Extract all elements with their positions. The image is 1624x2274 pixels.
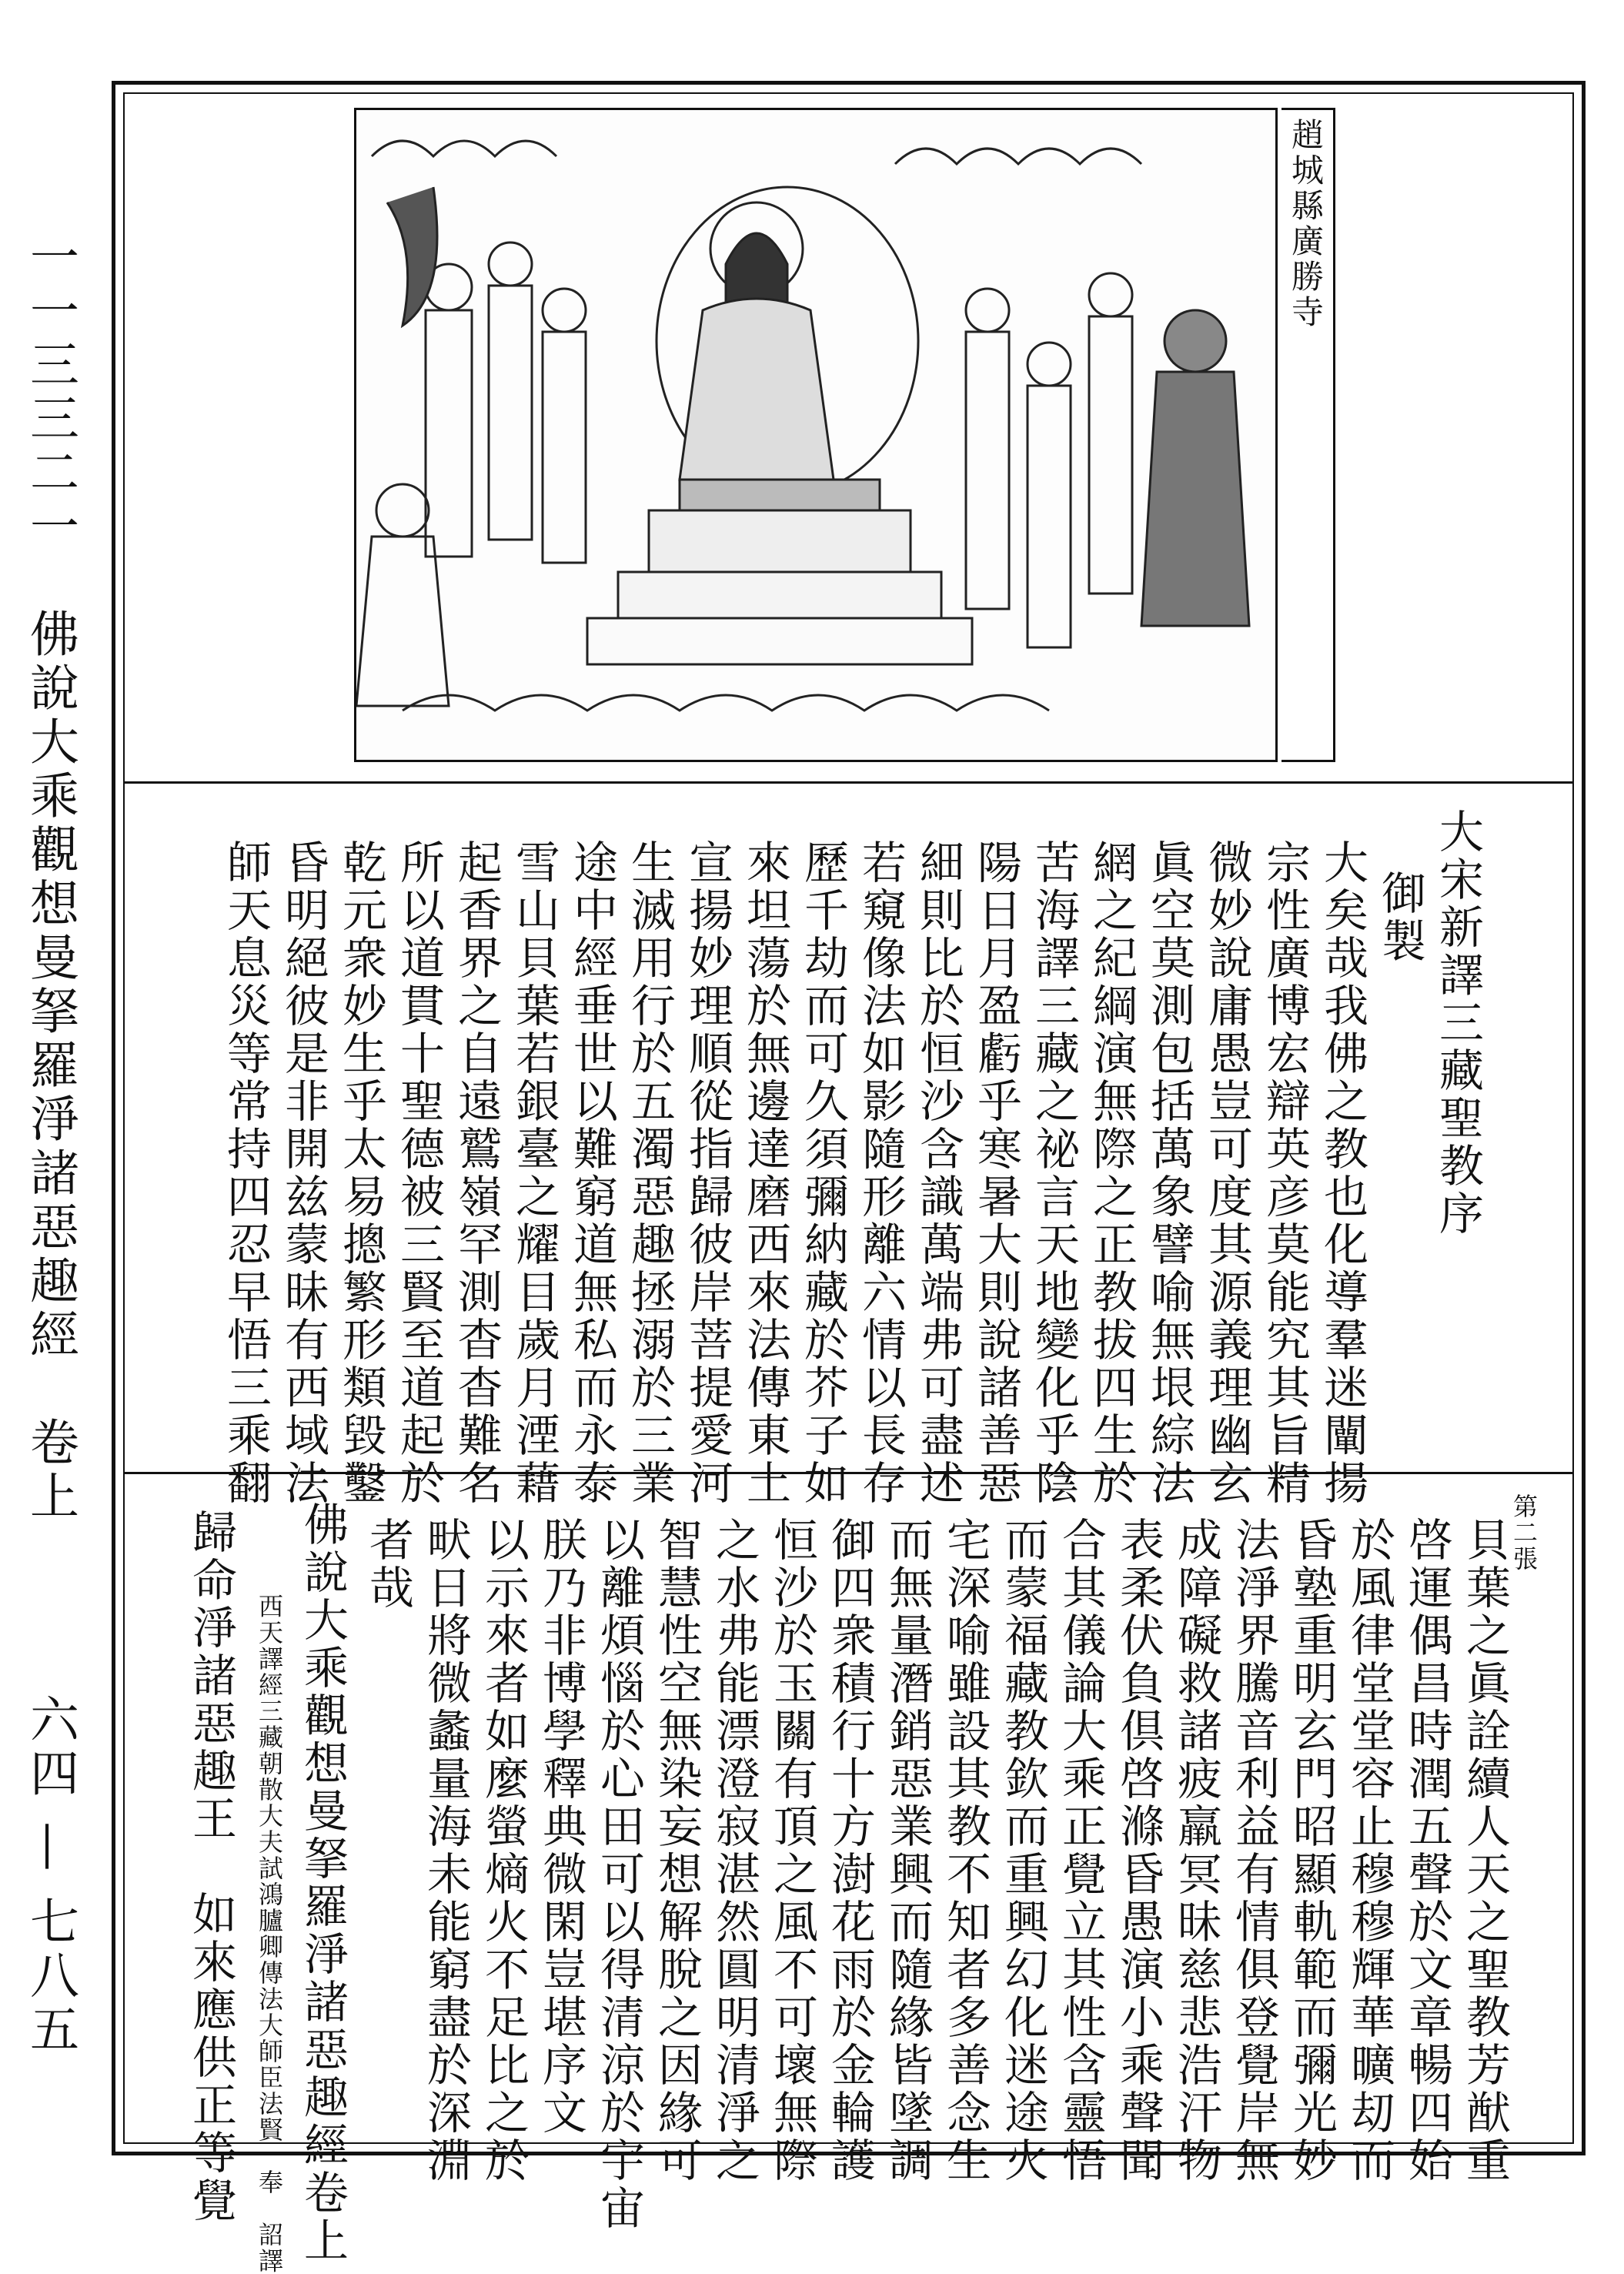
preface-column: 大矣哉我佛之教也化導羣迷闡揚 [1316, 839, 1368, 1507]
lower-column: 貝葉之眞詮續人天之聖教芳猷重 [1459, 1517, 1511, 2185]
preface-column: 眞空莫測包括萬象譬喻無垠綜法 [1143, 839, 1195, 1507]
lower-column: 而蒙福藏教欽而重興幻化迷途火 [997, 1517, 1049, 2185]
preface-column: 細則比於恒沙含識萬端弗可盡述 [912, 839, 964, 1507]
lower-column: 朕乃非博學釋典微閑豈堪序文 [535, 1517, 587, 2137]
lower-column: 以離煩惱於心田可以得清涼於宇宙 [593, 1517, 645, 2232]
lower-column: 御四衆積行十方澍花雨於金輪護 [824, 1517, 876, 2185]
preface-column: 所以道貫十聖德被三賢至道起於 [393, 839, 445, 1507]
preface-column: 途中經垂世以難窮道無私而永泰 [566, 839, 618, 1507]
lower-column: 昏塾重明玄門昭顯軌範而彌光妙 [1285, 1517, 1338, 2185]
preface-column: 苦海譯三藏之祕言天地變化乎陰 [1028, 839, 1080, 1507]
lower-column: 恒沙於玉關有頂之風不可壞無際 [766, 1517, 818, 2185]
lower-column: 成障礙救諸疲羸冥昧慈悲浩汗物 [1170, 1517, 1222, 2185]
lower-column: 而無量潛銷惡業興而隨緣皆墜調 [881, 1517, 934, 2185]
lower-column: 智慧性空無染妄想解脫之因緣可 [650, 1517, 703, 2185]
lower-column: 合其儀論大乘正覺立其性含靈悟 [1054, 1517, 1107, 2185]
lower-column: 啓運偶昌時潤五聲於文章暢四始 [1401, 1517, 1453, 2185]
lower-column: 表柔伏負倶啓滌昏愚演小乘聲聞 [1112, 1517, 1165, 2185]
divider-top [123, 781, 1574, 784]
preface-author: 御製 [1374, 870, 1426, 965]
preface-column: 師天息災等常持四忍早悟三乘翻 [219, 839, 272, 1507]
preface-column: 昏明絕彼是非開兹蒙昧有西域法 [277, 839, 329, 1507]
lower-column: 法淨界騰音利益有情俱登覺岸無 [1228, 1517, 1280, 2185]
preface-title: 大宋新譯三藏聖教序 [1432, 808, 1484, 1238]
sutra-title: 佛說大乘觀想曼拏羅淨諸惡趣經卷上 [296, 1501, 349, 2265]
sutra-opening-line: 歸命淨諸惡趣王 如來應供正等覺 [185, 1509, 237, 2225]
illustration-caption: 趙城縣廣勝寺 [1281, 108, 1335, 762]
preface-column: 起香界之自遠鷲嶺罕測杳杳難名 [450, 839, 503, 1507]
preface-column: 若窺像法如影隨形離六情以長存 [854, 839, 907, 1507]
buddha-assembly-woodcut [356, 110, 1275, 760]
lower-column: 以示來者如麼螢熵火不足比之於 [477, 1517, 530, 2185]
preface-column: 生滅用行於五濁惡趣拯溺於三業 [623, 839, 676, 1507]
preface-column: 雪山貝葉若銀臺之耀目歲月湮藉 [508, 839, 560, 1507]
preface-column: 來坦蕩於無邊達磨西來法傳東土 [739, 839, 791, 1507]
lower-column: 宅深喻雖設其教不知者多善念生 [939, 1517, 991, 2185]
preface-column: 宣揚妙理順從指歸彼岸菩提愛河 [681, 839, 733, 1507]
preface-column: 陽日月盈虧乎寒暑大則說諸善惡 [970, 839, 1022, 1507]
preface-column: 網之紀綱演無際之正教拔四生於 [1085, 839, 1138, 1507]
preface-column: 宗性廣博宏辯英彦莫能究其旨精 [1258, 839, 1311, 1507]
lower-column: 者哉 [362, 1517, 414, 1612]
lower-column: 之水弗能漂澄寂湛然圓明清淨之 [708, 1517, 760, 2185]
translator-line: 西天譯經三藏朝散大夫試鴻臚卿傳法大師臣法賢 奉 詔譯 [255, 1593, 284, 2274]
volume-caption: 一一三三二一 佛說大乘觀想曼拏羅淨諸惡趣經 卷上 [22, 231, 79, 1524]
preface-column: 乾元衆妙生乎太易摠繁形類毀鑿 [335, 839, 387, 1507]
lower-column: 畎日將微蠡量海未能窮盡於深淵 [419, 1517, 472, 2185]
lower-column: 於風律堂堂容止穆穆輝華曠刧而 [1343, 1517, 1395, 2185]
frontispiece-illustration [354, 108, 1278, 762]
preface-column: 微妙說庸愚豈可度其源義理幽玄 [1201, 839, 1253, 1507]
preface-column: 歷千劫而可久須彌納藏於芥子如 [797, 839, 849, 1507]
sheet-marker: 第二張 [1509, 1493, 1539, 1572]
page-number: 六四 — 七八五 [22, 1694, 79, 2058]
